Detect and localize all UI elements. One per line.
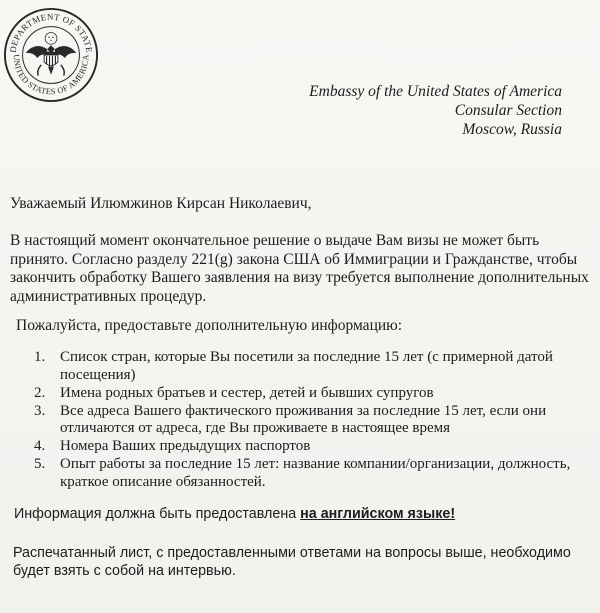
list-item-text: Список стран, которые Вы посетили за последние 15 лет (с примерной датой посещения) — [60, 349, 553, 383]
list-item — [34, 456, 580, 491]
list-item-text: Номера Ваших предыдущих паспортов — [60, 438, 311, 454]
list-item — [34, 438, 580, 456]
list-item-number: 2. — [34, 384, 46, 401]
greeting: Уважаемый Илюмжинов Кирсан Николаевич, — [10, 195, 312, 212]
language-note-prefix: Информация должна быть предоставлена — [14, 506, 301, 522]
embassy-location: Moscow, Russia — [462, 121, 562, 138]
consular-section: Consular Section — [454, 102, 562, 119]
intro-paragraph: В настоящий момент окончательное решение о выдаче Вам визы не может быть принято. Согласно разделу 221(g) закона США об Иммиграции и Гражданстве, чтобы закончить обработку Вашего заявления на визу требуется выполнение дополнительных административных процедур. — [10, 232, 589, 305]
list-item-number: 3. — [34, 402, 46, 419]
list-item-text: Опыт работы за последние 15 лет: название компании/организации, должность, краткое описание обязанностей. — [60, 456, 571, 490]
language-note — [14, 506, 455, 522]
required-info-list — [34, 349, 580, 492]
embassy-name: Embassy of the United States of America — [309, 83, 562, 100]
list-item-number: 5. — [34, 456, 46, 472]
list-item-text: Имена родных братьев и сестер, детей и бывших супругов — [60, 384, 434, 401]
request-line: Пожалуйста, предоставьте дополнительную информацию: — [16, 317, 403, 334]
list-item — [34, 385, 580, 403]
closing-paragraph: Распечатанный лист, с предоставленными ответами на вопросы выше, необходимо будет взять с собой на интервью. — [13, 545, 571, 579]
embassy-header — [309, 82, 562, 139]
department-of-state-seal-icon — [2, 6, 100, 104]
list-item-number: 1. — [34, 349, 46, 365]
list-item — [34, 349, 580, 384]
list-item-number: 4. — [34, 438, 46, 454]
seal-text-top: DEPARTMENT OF STATE — [7, 11, 95, 54]
list-item-text: Все адреса Вашего фактического проживания за последние 15 лет, если они отличаются от адреса, где Вы проживаете в настоящее время — [60, 402, 547, 436]
list-item — [34, 403, 580, 438]
language-note-emphasis: на английском языке! — [300, 506, 456, 522]
seal-text-bottom: UNITED STATES OF AMERICA — [11, 54, 91, 97]
